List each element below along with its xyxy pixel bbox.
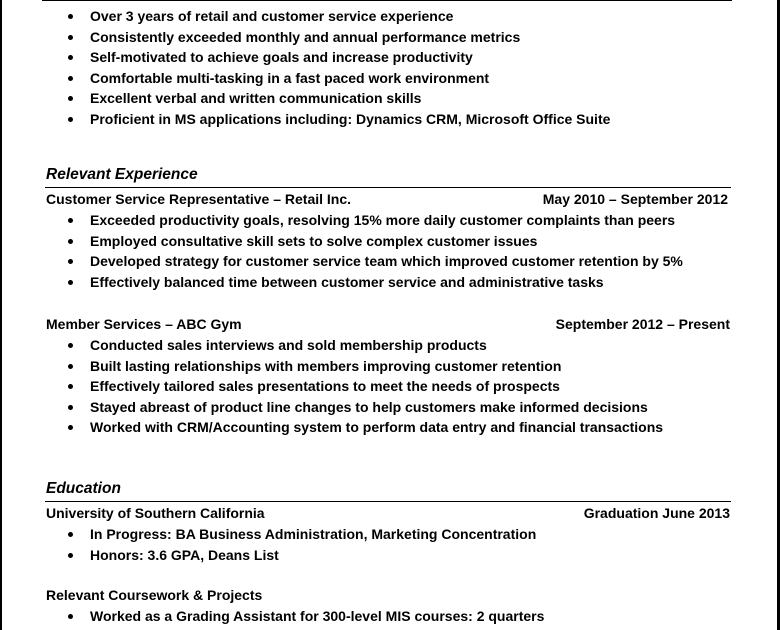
bullet-icon bbox=[68, 239, 73, 244]
education-rule bbox=[45, 501, 731, 502]
job-bullets bbox=[42, 210, 683, 292]
job-dates: September 2012 – Present bbox=[555, 316, 730, 332]
list-item: Comfortable multi-tasking in a fast paced work environment bbox=[42, 68, 610, 89]
education-heading: Education bbox=[46, 480, 121, 497]
bullet-icon bbox=[68, 425, 73, 430]
bullet-icon bbox=[68, 280, 73, 285]
bullet-icon bbox=[68, 76, 73, 81]
job-bullets bbox=[42, 335, 663, 438]
summary-rule bbox=[42, 0, 732, 1]
bullet-icon bbox=[68, 117, 73, 122]
list-item: Worked with CRM/Accounting system to perform data entry and financial transactions bbox=[42, 417, 663, 438]
bullet-icon bbox=[68, 14, 73, 19]
list-item: Developed strategy for customer service team which improved customer retention by 5% bbox=[42, 251, 683, 272]
bullet-icon bbox=[68, 218, 73, 223]
list-item: Over 3 years of retail and customer service experience bbox=[42, 6, 610, 27]
coursework-heading: Relevant Coursework & Projects bbox=[46, 587, 263, 603]
bullet-icon bbox=[68, 405, 73, 410]
bullet-icon bbox=[68, 35, 73, 40]
job-title: Member Services – ABC Gym bbox=[46, 316, 242, 332]
coursework-bullets bbox=[42, 606, 544, 627]
list-item: Exceeded productivity goals, resolving 15% more daily customer complaints than peers bbox=[42, 210, 683, 231]
list-item: Built lasting relationships with members improving customer retention bbox=[42, 356, 663, 377]
list-item: Proficient in MS applications including: Dynamics CRM, Microsoft Office Suite bbox=[42, 109, 610, 130]
job-title: Customer Service Representative – Retail Inc. bbox=[46, 191, 352, 207]
graduation-date: Graduation June 2013 bbox=[583, 505, 730, 521]
bullet-icon bbox=[68, 614, 73, 619]
job-dates: May 2010 – September 2012 bbox=[542, 191, 728, 207]
list-item: In Progress: BA Business Administration, Marketing Concentration bbox=[42, 524, 536, 545]
experience-rule bbox=[45, 187, 731, 188]
experience-heading: Relevant Experience bbox=[46, 166, 198, 183]
summary-list bbox=[42, 6, 610, 129]
education-bullets bbox=[42, 524, 536, 565]
school-name: University of Southern California bbox=[46, 505, 265, 521]
bullet-icon bbox=[68, 343, 73, 348]
list-item: Excellent verbal and written communication skills bbox=[42, 88, 610, 109]
list-item: Stayed abreast of product line changes to help customers make informed decisions bbox=[42, 397, 663, 418]
list-item: Effectively tailored sales presentations to meet the needs of prospects bbox=[42, 376, 663, 397]
bullet-icon bbox=[68, 553, 73, 558]
bullet-icon bbox=[68, 384, 73, 389]
list-item: Worked as a Grading Assistant for 300-level MIS courses: 2 quarters bbox=[42, 606, 544, 627]
bullet-icon bbox=[68, 259, 73, 264]
list-item: Honors: 3.6 GPA, Deans List bbox=[42, 545, 536, 566]
bullet-icon bbox=[68, 364, 73, 369]
bullet-icon bbox=[68, 55, 73, 60]
list-item: Employed consultative skill sets to solve complex customer issues bbox=[42, 231, 683, 252]
bullet-icon bbox=[68, 532, 73, 537]
bullet-icon bbox=[68, 96, 73, 101]
list-item: Effectively balanced time between customer service and administrative tasks bbox=[42, 272, 683, 293]
list-item: Conducted sales interviews and sold membership products bbox=[42, 335, 663, 356]
list-item: Self-motivated to achieve goals and increase productivity bbox=[42, 47, 610, 68]
list-item: Consistently exceeded monthly and annual performance metrics bbox=[42, 27, 610, 48]
page-border-left bbox=[0, 0, 2, 630]
